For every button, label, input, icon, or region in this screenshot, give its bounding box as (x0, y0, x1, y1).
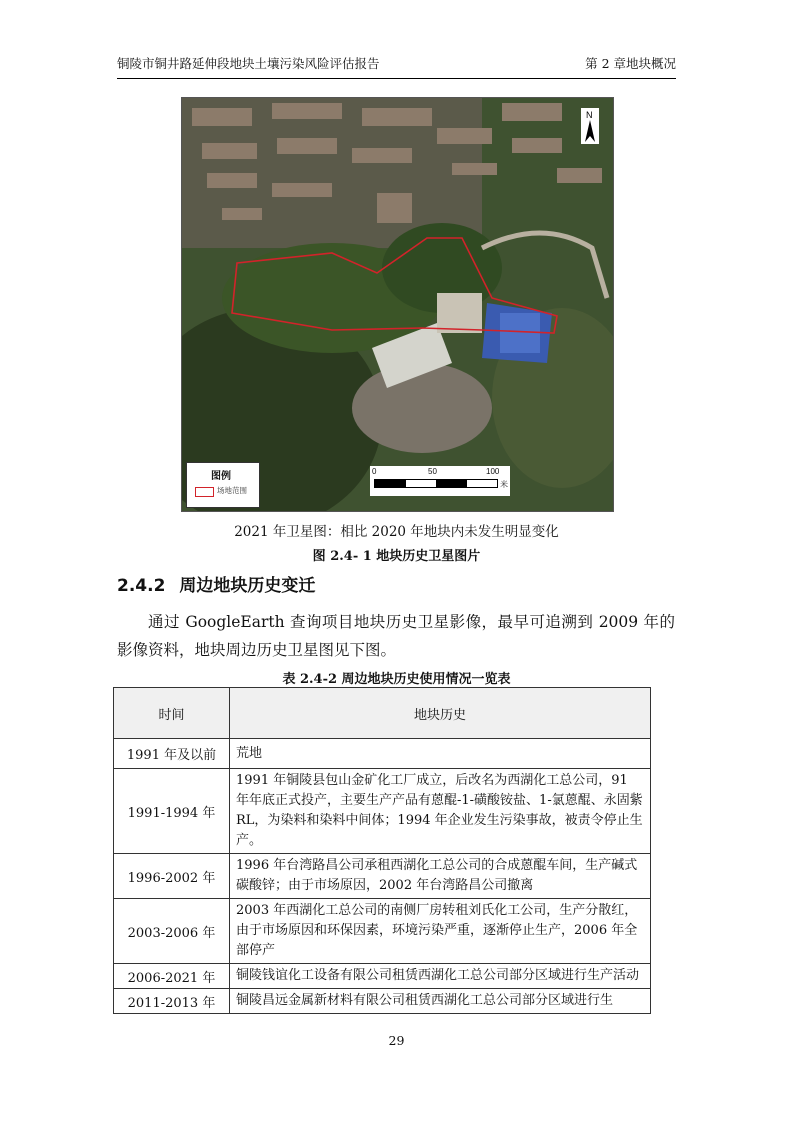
table-row (114, 989, 651, 1014)
north-arrow (581, 108, 599, 144)
page-header (117, 54, 676, 76)
row-time: 1991 年及以前 (114, 739, 230, 769)
body-paragraph: 通过 GoogleEarth 查询项目地块历史卫星影像，最早可追溯到 2009 年的影像资料，地块周边历史卫星图见下图。 (117, 613, 675, 659)
row-history: 荒地 (230, 739, 651, 769)
header-rule (117, 78, 676, 79)
figure-caption: 图 2.4- 1 地块历史卫星图片 (312, 549, 481, 564)
table-row (114, 964, 651, 989)
legend-label: 场地范围 (217, 486, 247, 495)
row-history: 1991 年铜陵县包山金矿化工厂成立，后改名为西湖化工总公司，91 年年底正式投产，主要生产产品有蒽醌-1-磺酸铵盐、1-氯蒽醌、永固紫 RL，为染料和染料中间体；1994 年企业发生污染事故，被责令停止生产。 (230, 769, 651, 854)
legend-swatch (195, 487, 214, 497)
figure-subcaption: 2021 年卫星图：相比 2020 年地块内未发生明显变化 (234, 524, 559, 540)
section-heading (117, 571, 315, 596)
section-title: 周边地块历史变迁 (179, 576, 316, 596)
satellite-image (181, 97, 614, 512)
row-time: 1996-2002 年 (114, 854, 230, 899)
page-number: 29 (388, 1033, 405, 1048)
table-row (114, 739, 651, 769)
scale-bar (370, 466, 510, 496)
satellite-photo (182, 98, 613, 511)
row-history: 铜陵钱谊化工设备有限公司租赁西湖化工总公司部分区域进行生产活动 (230, 964, 651, 989)
scale-unit: 米 (500, 480, 508, 489)
section-number: 2.4.2 (117, 576, 166, 596)
header-title: 铜陵市铜井路延伸段地块土壤污染风险评估报告 (117, 56, 380, 71)
north-arrow-icon (581, 108, 599, 144)
history-table (113, 687, 651, 1014)
table-row (114, 899, 651, 964)
table-header-row (114, 688, 651, 739)
scale-bar-graphic (374, 479, 498, 488)
table-row (114, 769, 651, 854)
legend-title: 图例 (211, 471, 231, 482)
scale-label-0: 0 (372, 467, 377, 476)
scale-label-50: 50 (428, 467, 437, 476)
header-history: 地块历史 (230, 688, 651, 739)
row-history: 1996 年台湾路昌公司承租西湖化工总公司的合成蒽醌车间，生产碱式碳酸锌；由于市场原因，2002 年台湾路昌公司撤离 (230, 854, 651, 899)
table-row (114, 854, 651, 899)
north-label: N (586, 110, 593, 120)
row-time: 2011-2013 年 (114, 989, 230, 1014)
row-time: 1991-1994 年 (114, 769, 230, 854)
row-time: 2006-2021 年 (114, 964, 230, 989)
map-legend (186, 462, 260, 508)
header-time: 时间 (114, 688, 230, 739)
row-history: 铜陵昌远金属新材料有限公司租赁西湖化工总公司部分区域进行生 (230, 989, 651, 1014)
header-chapter: 第 2 章地块概况 (585, 56, 676, 71)
row-history: 2003 年西湖化工总公司的南侧厂房转租刘氏化工公司，生产分散红，由于市场原因和环保因素，环境污染严重，逐渐停止生产，2006 年全部停产 (230, 899, 651, 964)
row-time: 2003-2006 年 (114, 899, 230, 964)
scale-label-100: 100 (486, 467, 500, 476)
table-title: 表 2.4-2 周边地块历史使用情况一览表 (282, 672, 511, 687)
